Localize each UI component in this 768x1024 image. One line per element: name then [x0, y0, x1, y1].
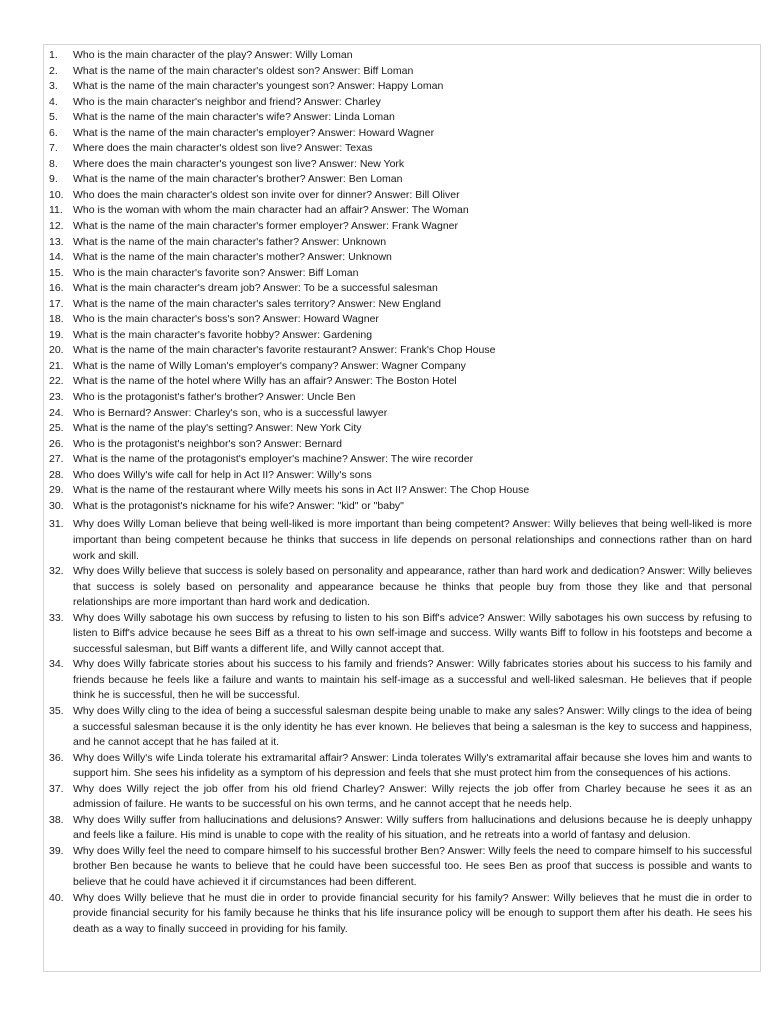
item-text: What is the main character's dream job? Answer: To be a successful salesman — [73, 282, 438, 295]
item-number: 24. — [49, 406, 64, 419]
item-text: What is the name of the restaurant where Willy meets his sons in Act II? Answer: The Chop House — [73, 484, 530, 497]
item-text: What is the name of the main character's oldest son? Answer: Biff Loman — [73, 64, 414, 77]
list-item — [44, 468, 760, 484]
item-number: 37. — [49, 782, 64, 795]
list-item — [44, 250, 760, 266]
item-number: 6. — [49, 126, 58, 139]
list-item — [44, 188, 760, 204]
item-text: What is the name of the main character's former employer? Answer: Frank Wagner — [73, 220, 459, 233]
item-text: What is the name of the main character's favorite restaurant? Answer: Frank's Chop House — [73, 344, 496, 357]
list-item — [44, 203, 760, 219]
item-text: Why does Willy's wife Linda tolerate his extramarital affair? Answer: Linda tolerates Willy's extramarital affair because she loves him and wants to support him. She sees his infidelity as a symptom of his depression and feels that she must protect him from the consequences of his actions. — [73, 751, 752, 780]
list-item — [44, 483, 760, 499]
item-number: 10. — [49, 188, 64, 201]
item-number: 20. — [49, 344, 64, 357]
item-text: Who is the main character's boss's son? Answer: Howard Wagner — [73, 313, 379, 326]
item-text: What is the name of the main character's youngest son? Answer: Happy Loman — [73, 80, 444, 93]
item-number: 31. — [49, 518, 64, 531]
item-text: Who is the woman with whom the main character had an affair? Answer: The Woman — [73, 204, 469, 217]
item-text: Who is Bernard? Answer: Charley's son, who is a successful lawyer — [73, 406, 388, 419]
item-number: 7. — [49, 142, 58, 155]
item-text: What is the name of the protagonist's employer's machine? Answer: The wire recorder — [73, 453, 474, 466]
item-number: 14. — [49, 251, 64, 264]
item-text: Who is the main character's favorite son? Answer: Biff Loman — [73, 266, 359, 279]
item-number: 39. — [49, 844, 64, 857]
list-item — [44, 374, 760, 390]
item-number: 34. — [49, 658, 64, 671]
item-text: Who does Willy's wife call for help in Act II? Answer: Willy's sons — [73, 468, 372, 481]
list-item — [44, 235, 760, 251]
list-item — [44, 219, 760, 235]
item-number: 23. — [49, 391, 64, 404]
item-text: Why does Willy believe that he must die in order to provide financial security for his family? Answer: Willy believes that he must die in order to provide financial security for his family because he thinks that his life insurance policy will be enough to support them after his death. He sees his death as a way to finally succeed in providing for his family. — [73, 891, 752, 935]
list-item — [44, 564, 760, 611]
item-number: 32. — [49, 565, 64, 578]
item-number: 22. — [49, 375, 64, 388]
item-text: Why does Willy feel the need to compare himself to his successful brother Ben? Answer: Willy feels the need to compare himself to his successful brother Ben because he wants to believe that he could have been successful too. He sees Ben as proof that success is possible and wants to believe that he could have achieved it if circumstances had been different. — [73, 844, 752, 888]
list-item — [44, 452, 760, 468]
item-number: 17. — [49, 297, 64, 310]
item-text: Why does Willy fabricate stories about his success to his family and friends? Answer: Willy fabricates stories about his success to his family and friends because he feels like a failure and wants to maintain his self-image as a successful and well-liked salesman. He believes that if people think he is successful, then he will be successful. — [73, 658, 752, 702]
item-number: 2. — [49, 64, 58, 77]
list-item — [44, 126, 760, 142]
item-number: 15. — [49, 266, 64, 279]
list-item — [44, 266, 760, 282]
item-number: 16. — [49, 282, 64, 295]
item-text: Who is the main character of the play? Answer: Willy Loman — [73, 49, 353, 61]
item-number: 33. — [49, 611, 64, 624]
item-number: 30. — [49, 499, 64, 512]
list-item — [44, 844, 760, 891]
item-number: 11. — [49, 204, 63, 217]
item-number: 29. — [49, 484, 64, 497]
item-text: Where does the main character's oldest son live? Answer: Texas — [73, 142, 373, 155]
item-number: 12. — [49, 220, 64, 233]
item-number: 8. — [49, 157, 58, 170]
list-item — [44, 48, 760, 64]
list-item — [44, 390, 760, 406]
list-item — [44, 406, 760, 422]
item-text: What is the name of the main character's mother? Answer: Unknown — [73, 251, 392, 264]
item-text: Why does Willy reject the job offer from his old friend Charley? Answer: Willy rejects the job offer from Charley because he sees it as an admission of failure. He wants to be successful on his own terms, and he cannot accept that he needs help. — [73, 782, 752, 811]
item-text: What is the protagonist's nickname for his wife? Answer: "kid" or "baby" — [73, 499, 404, 512]
list-item — [44, 79, 760, 95]
item-text: What is the name of Willy Loman's employer's company? Answer: Wagner Company — [73, 359, 466, 372]
item-number: 13. — [49, 235, 64, 248]
item-text: Why does Willy Loman believe that being well-liked is more important than being competent? Answer: Willy believes that being well-liked is more important than being competent because he thinks that success in life depends on personal relationships and connections rather than on hard work and skill. — [73, 518, 752, 562]
item-number: 35. — [49, 704, 64, 717]
item-number: 26. — [49, 437, 64, 450]
list-item — [44, 517, 760, 564]
item-text: Who is the main character's neighbor and friend? Answer: Charley — [73, 95, 381, 108]
item-text: What is the name of the play's setting? Answer: New York City — [73, 422, 362, 435]
list-item — [44, 421, 760, 437]
item-text: What is the name of the main character's brother? Answer: Ben Loman — [73, 173, 403, 186]
item-number: 1. — [49, 49, 58, 61]
item-text: What is the name of the main character's father? Answer: Unknown — [73, 235, 387, 248]
item-number: 27. — [49, 453, 64, 466]
item-text: Who is the protagonist's neighbor's son? Answer: Bernard — [73, 437, 342, 450]
item-text: What is the name of the main character's employer? Answer: Howard Wagner — [73, 126, 435, 139]
item-number: 40. — [49, 891, 64, 904]
list-item — [44, 704, 760, 751]
item-text: Why does Willy believe that success is solely based on personality and appearance, rather than hard work and dedication? Answer: Willy believes that success is solely based on personality and appearance because he thinks that people buy from those they like and that personal relationships are more important than hard work and dedication. — [73, 565, 752, 609]
list-item — [44, 782, 760, 813]
list-item — [44, 312, 760, 328]
list-item — [44, 813, 760, 844]
item-number: 36. — [49, 751, 64, 764]
list-item — [44, 611, 760, 658]
document-page — [43, 44, 761, 972]
list-item — [44, 343, 760, 359]
item-number: 9. — [49, 173, 58, 186]
list-item — [44, 657, 760, 704]
item-number: 21. — [49, 359, 64, 372]
item-number: 19. — [49, 328, 64, 341]
item-text: Who does the main character's oldest son invite over for dinner? Answer: Bill Oliver — [73, 188, 460, 201]
list-item — [44, 141, 760, 157]
list-item — [44, 437, 760, 453]
list-item — [44, 95, 760, 111]
item-text: Why does Willy sabotage his own success by refusing to listen to his son Biff's advice? Answer: Willy sabotages his own success by refusing to listen to Biff's advice because he sees Biff as a threat to his own self-image and success. Willy wants Biff to follow in his footsteps and become a successful salesman, but Biff wants a different life, and Willy cannot accept that. — [73, 611, 752, 655]
list-item — [44, 328, 760, 344]
list-item — [44, 499, 760, 515]
item-number: 4. — [49, 95, 58, 108]
item-number: 28. — [49, 468, 64, 481]
item-text: Who is the protagonist's father's brother? Answer: Uncle Ben — [73, 391, 356, 404]
list-item — [44, 64, 760, 80]
list-item — [44, 891, 760, 938]
list-item — [44, 172, 760, 188]
item-text: Why does Willy cling to the idea of being a successful salesman despite being unable to make any sales? Answer: Willy clings to the idea of being a successful salesman because it is the only identity he has ever known. He believes that being a salesman is the key to success and happiness, and he cannot accept that he has failed at it. — [73, 704, 752, 749]
item-text: Where does the main character's youngest son live? Answer: New York — [73, 157, 405, 170]
question-answer-list — [44, 48, 760, 937]
item-text: What is the name of the main character's wife? Answer: Linda Loman — [73, 111, 395, 124]
list-item — [44, 297, 760, 313]
list-item — [44, 751, 760, 782]
list-item — [44, 110, 760, 126]
list-item — [44, 359, 760, 375]
item-number: 38. — [49, 813, 64, 826]
item-text: What is the name of the hotel where Willy has an affair? Answer: The Boston Hotel — [73, 375, 457, 388]
item-text: What is the main character's favorite hobby? Answer: Gardening — [73, 328, 373, 341]
item-text: Why does Willy suffer from hallucinations and delusions? Answer: Willy suffers from hallucinations and delusions because he is deeply unhappy and feels like a failure. His mind is unable to cope with the reality of his situation, and he retreats into a world of fantasy and delusion. — [73, 813, 752, 842]
item-text: What is the name of the main character's sales territory? Answer: New England — [73, 297, 441, 310]
list-item — [44, 281, 760, 297]
item-number: 18. — [49, 313, 64, 326]
item-number: 25. — [49, 422, 64, 435]
list-item — [44, 157, 760, 173]
item-number: 5. — [49, 111, 58, 124]
item-number: 3. — [49, 80, 58, 93]
